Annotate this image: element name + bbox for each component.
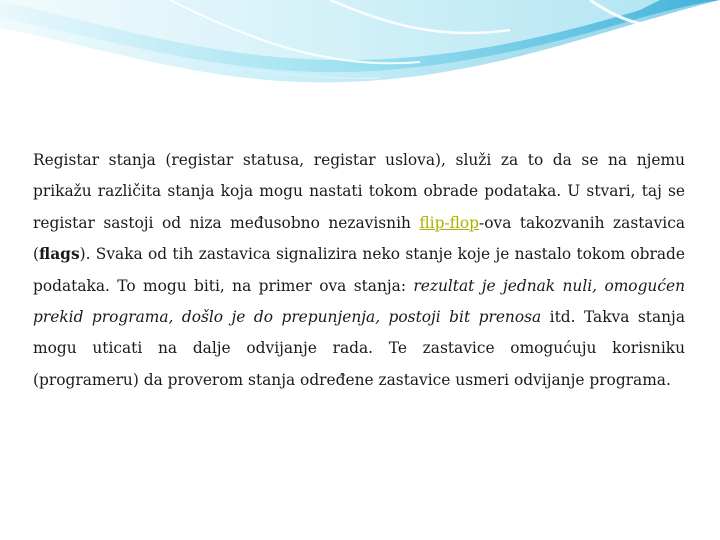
example-states: rezultat je jednak nuli, omogućen prekid programa, došlo je do prepunjenja, postoji bit prenosa bbox=[33, 276, 685, 327]
paragraph-text-2: -ova takozvanih zastavica ( bbox=[33, 213, 685, 264]
paragraph-text-4: itd. Takva stanja mogu uticati na dalje odvijanje rada. Te zastavice omogućuju korisniku (programeru) da proverom stanja određene zastavice usmeri odvijanje programa. bbox=[33, 308, 685, 389]
paragraph-text-3: ). Svaka od tih zastavica signalizira neko stanje koje je nastalo tokom obrade podataka. To mogu biti, na primer ova stanja: bbox=[33, 245, 685, 295]
body-paragraph bbox=[33, 145, 685, 396]
flip-flop-link[interactable]: flip-flop bbox=[419, 213, 480, 232]
flags-term: flags bbox=[39, 245, 80, 264]
header-wave-decoration bbox=[0, 0, 720, 95]
paragraph-text-1: Registar stanja (registar statusa, registar uslova), služi za to da se na njemu prikažu različita stanja koja mogu nastati tokom obrade podataka. U stvari, taj se registar sastoji od niza međusobno nezavisnih bbox=[33, 151, 685, 232]
